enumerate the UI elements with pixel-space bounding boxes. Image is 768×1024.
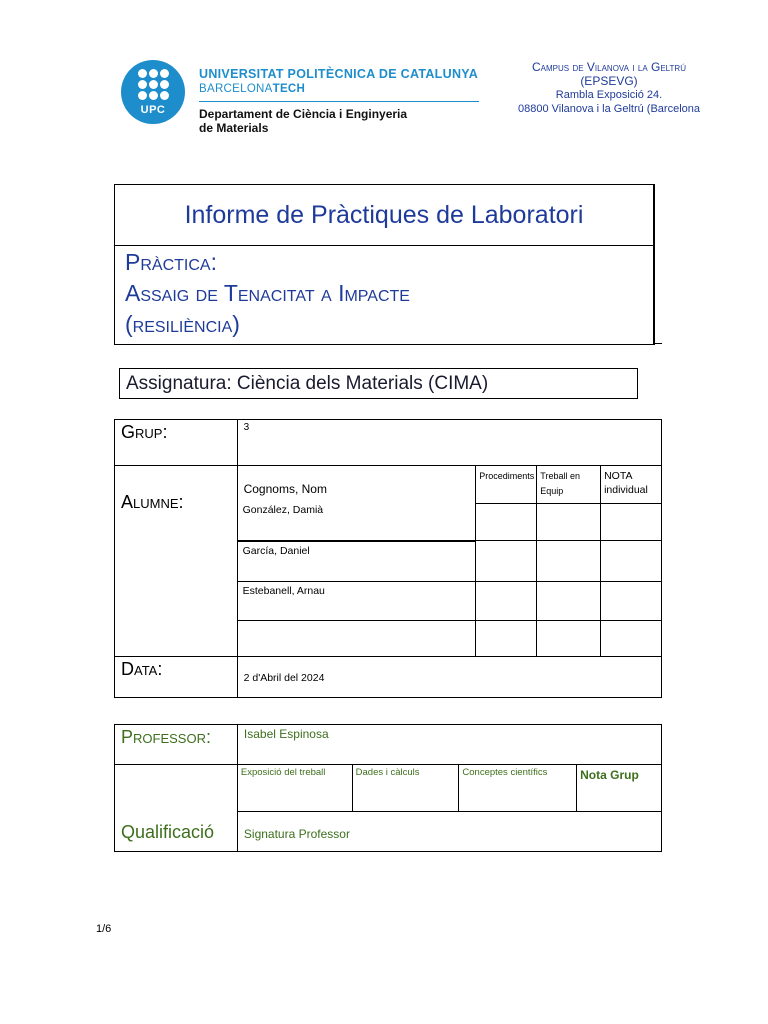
col-proc-header: Procediments <box>476 466 537 504</box>
header-divider <box>199 101 479 102</box>
student-row-3-name[interactable]: Estebanell, Arnau <box>237 582 476 621</box>
student-row-4-treball[interactable] <box>537 621 601 657</box>
student-row-4-proc[interactable] <box>476 621 537 657</box>
student-row-2-nota[interactable] <box>601 541 662 582</box>
professor-label: Professor: <box>115 725 238 765</box>
col-nota-grup[interactable]: Nota Grup <box>577 765 662 812</box>
col-name-header: Cognoms, Nom <box>237 466 476 504</box>
university-name: UNIVERSITAT POLITÈCNICA DE CATALUNYA <box>199 67 479 81</box>
col-treball-header: Treball en Equip <box>537 466 601 504</box>
report-title: Informe de Pràctiques de Laboratori <box>115 185 653 246</box>
student-row-3-nota[interactable] <box>601 582 662 621</box>
student-row-2-name[interactable]: García, Daniel <box>237 541 476 582</box>
logo-text: UPC <box>140 104 166 116</box>
students-table <box>114 419 662 698</box>
data-value[interactable]: 2 d'Abril del 2024 <box>237 657 661 698</box>
student-row-4-nota[interactable] <box>601 621 662 657</box>
student-row-1-treball[interactable] <box>537 504 601 541</box>
col-conceptes[interactable]: Conceptes científics <box>459 765 577 812</box>
col-exposicio[interactable]: Exposició del treball <box>237 765 352 812</box>
professor-value[interactable]: Isabel Espinosa <box>237 725 661 765</box>
student-row-1-proc[interactable] <box>476 504 537 541</box>
student-row-1-name[interactable]: González, Damià <box>237 504 476 541</box>
student-row-2-proc[interactable] <box>476 541 537 582</box>
student-row-2-treball[interactable] <box>537 541 601 582</box>
student-row-3-treball[interactable] <box>537 582 601 621</box>
col-dades[interactable]: Dades i càlculs <box>352 765 459 812</box>
signatura-professor[interactable]: Signatura Professor <box>237 812 661 852</box>
practica-title: Pràctica: Assaig de Tenacitat a Impacte (resiliència) <box>125 249 410 337</box>
title-box-tail <box>654 343 662 344</box>
grup-value[interactable]: 3 <box>237 420 661 466</box>
campus-address: Campus de Vilanova i la Geltrú (EPSEVG) Rambla Exposició 24. 08800 Vilanova i la Geltrú (Barcelona <box>517 60 701 115</box>
data-label: Data: <box>115 657 238 698</box>
assignatura-box: Assignatura: Ciència dels Materials (CIMA) <box>119 368 638 399</box>
col-nota-header: NOTA individual <box>601 466 662 504</box>
grup-label: Grup: <box>115 420 238 466</box>
student-row-1-nota[interactable] <box>601 504 662 541</box>
university-subname: BARCELONATECH <box>199 83 306 95</box>
professor-table <box>114 724 662 852</box>
department-name: Departament de Ciència i Enginyeria de Materials <box>199 107 408 135</box>
student-row-4-name[interactable] <box>237 621 476 657</box>
report-title-box <box>114 184 655 345</box>
upc-logo <box>121 60 185 124</box>
qualificacio-label: Qualificació <box>115 765 238 852</box>
alumne-label: Alumne: <box>115 466 238 657</box>
student-row-3-proc[interactable] <box>476 582 537 621</box>
page-number: 1/6 <box>96 923 112 935</box>
